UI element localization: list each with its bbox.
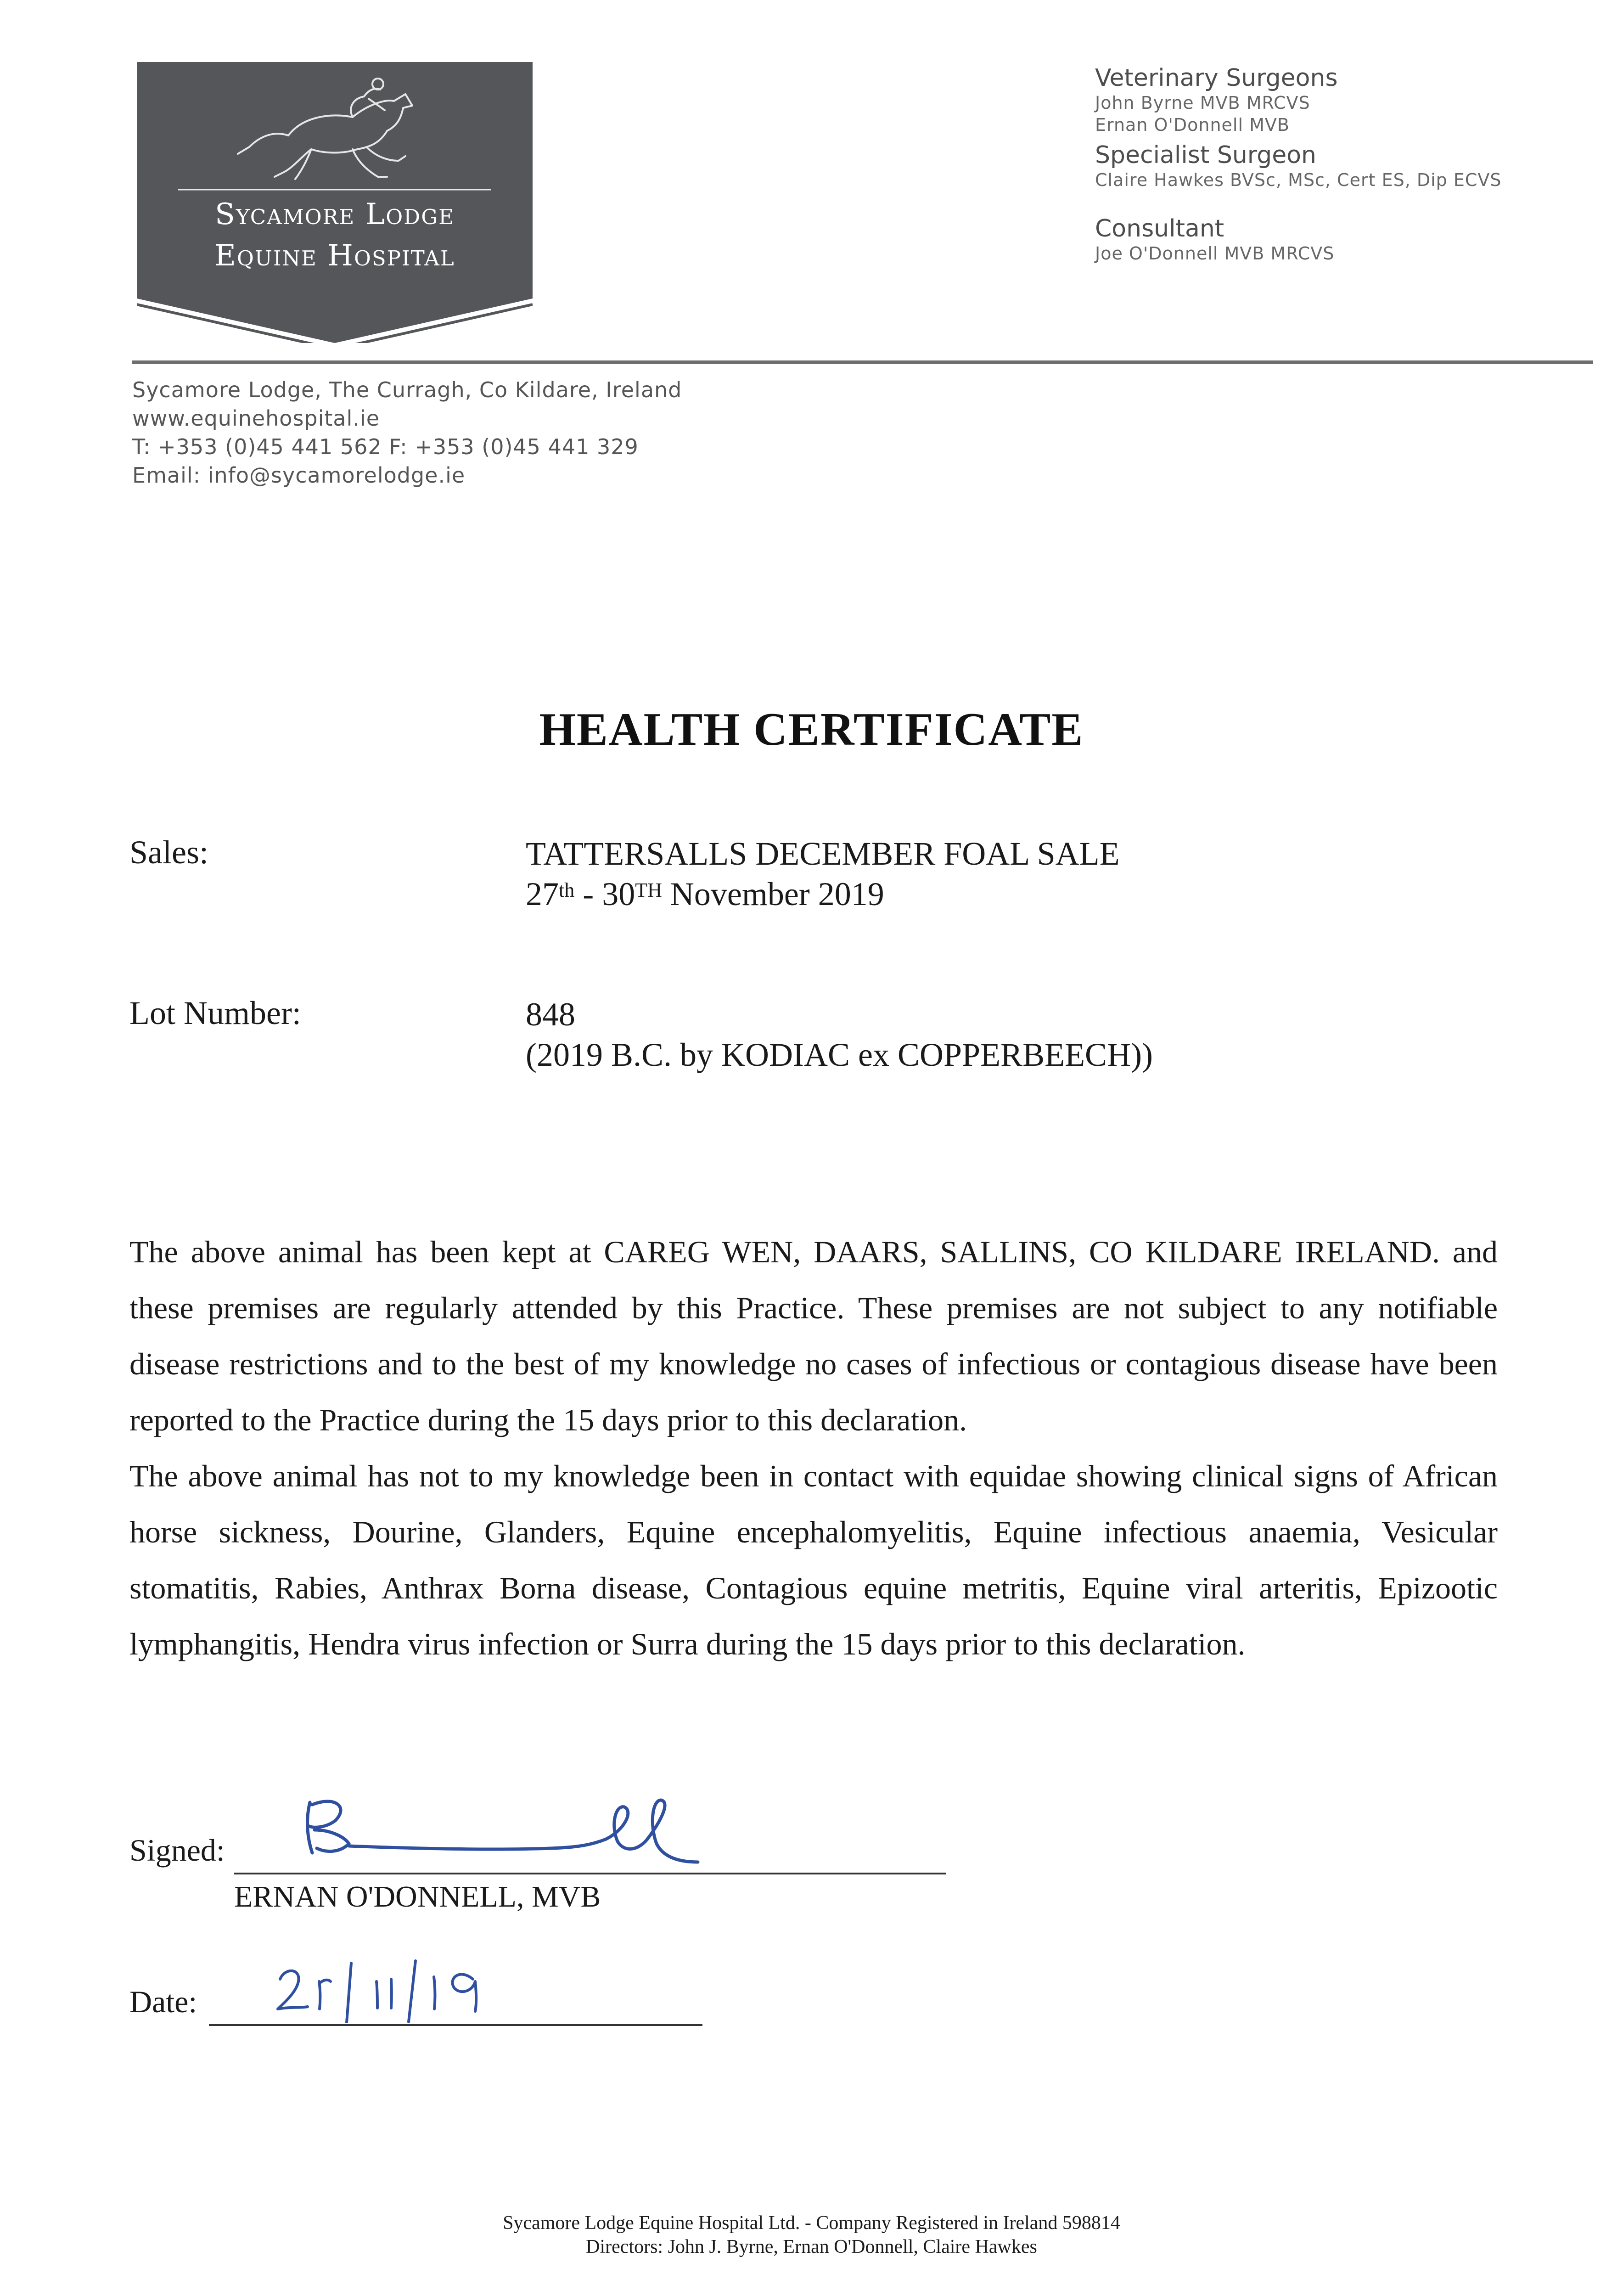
lot-number-label: Lot Number: — [129, 995, 301, 1031]
company-registration: Sycamore Lodge Equine Hospital Ltd. - Company Registered in Ireland 598814 — [503, 2212, 1120, 2234]
staff-name: Ernan O'Donnell MVB — [1095, 115, 1290, 135]
sale-name: TATTERSALLS DECEMBER FOAL SALE — [526, 835, 1120, 872]
lot-number-value — [526, 994, 1153, 1075]
handwritten-date — [271, 1954, 510, 2023]
address: Sycamore Lodge, The Curragh, Co Kildare, Ireland — [132, 377, 682, 402]
veterinary-surgeons-heading: Veterinary Surgeons — [1095, 64, 1338, 92]
header-divider — [132, 360, 1593, 364]
date-label: Date: — [129, 1984, 197, 2019]
sales-label: Sales: — [129, 834, 208, 871]
specialist-surgeon-heading: Specialist Surgeon — [1095, 141, 1317, 169]
consultant-heading: Consultant — [1095, 215, 1224, 242]
declaration-paragraph: The above animal has been kept at CAREG WEN, DAARS, SALLINS, CO KILDARE IRELAND. and these premises are regularly attended by this Practice. These premises are not subject to any notifiable disease restrictions and to the best of my knowledge no cases of infectious or contagious disease have been reported to the Practice during the 15 days prior to this declaration. — [129, 1234, 1498, 1437]
logo-line-2: Equine Hospital — [214, 239, 455, 273]
page-footer — [0, 2211, 1623, 2259]
declaration-paragraph: The above animal has not to my knowledge been in contact with equidae showing clinical signs of African horse sickness, Dourine, Glanders, Equine encephalomyelitis, Equine infectious anaemia, Vesicular stomatitis, Rabies, Anthrax Borna disease, Contagious equine metritis, Equine viral arteritis, Epizootic lymphangitis, Hendra virus infection or Surra during the 15 days prior to this declaration. — [129, 1458, 1498, 1661]
date-scribble — [271, 1954, 510, 2023]
contact-details — [132, 376, 682, 490]
sale-dates: 27th - 30TH November 2019 — [526, 876, 884, 912]
website-link[interactable]: www.equinehospital.ie — [132, 406, 380, 431]
lot-number: 848 — [526, 996, 575, 1033]
lot-description: (2019 B.C. by KODIAC ex COPPERBEECH)) — [526, 1036, 1153, 1073]
date-line — [209, 2024, 702, 2026]
logo-line-1: Sycamore Lodge — [215, 197, 455, 231]
directors-list: Directors: John J. Byrne, Ernan O'Donnell, Claire Hawkes — [586, 2236, 1037, 2257]
hospital-logo — [137, 62, 533, 343]
phone-fax: T: +353 (0)45 441 562 F: +353 (0)45 441 329 — [132, 434, 639, 459]
staff-name: Claire Hawkes BVSc, MSc, Cert ES, Dip ECVS — [1095, 170, 1502, 190]
handwritten-signature — [294, 1793, 730, 1876]
declaration-text — [129, 1224, 1498, 1672]
sales-value — [526, 833, 1120, 914]
staff-name: Joe O'Donnell MVB MRCVS — [1095, 243, 1335, 264]
page-title: HEALTH CERTIFICATE — [539, 703, 1084, 755]
staff-name: John Byrne MVB MRCVS — [1095, 93, 1310, 113]
signed-label: Signed: — [129, 1833, 225, 1868]
staff-listing — [1095, 64, 1600, 264]
signatory-name: ERNAN O'DONNELL, MVB — [234, 1880, 601, 1913]
email-link[interactable]: Email: info@sycamorelodge.ie — [132, 463, 466, 488]
signature-scribble — [294, 1793, 730, 1876]
